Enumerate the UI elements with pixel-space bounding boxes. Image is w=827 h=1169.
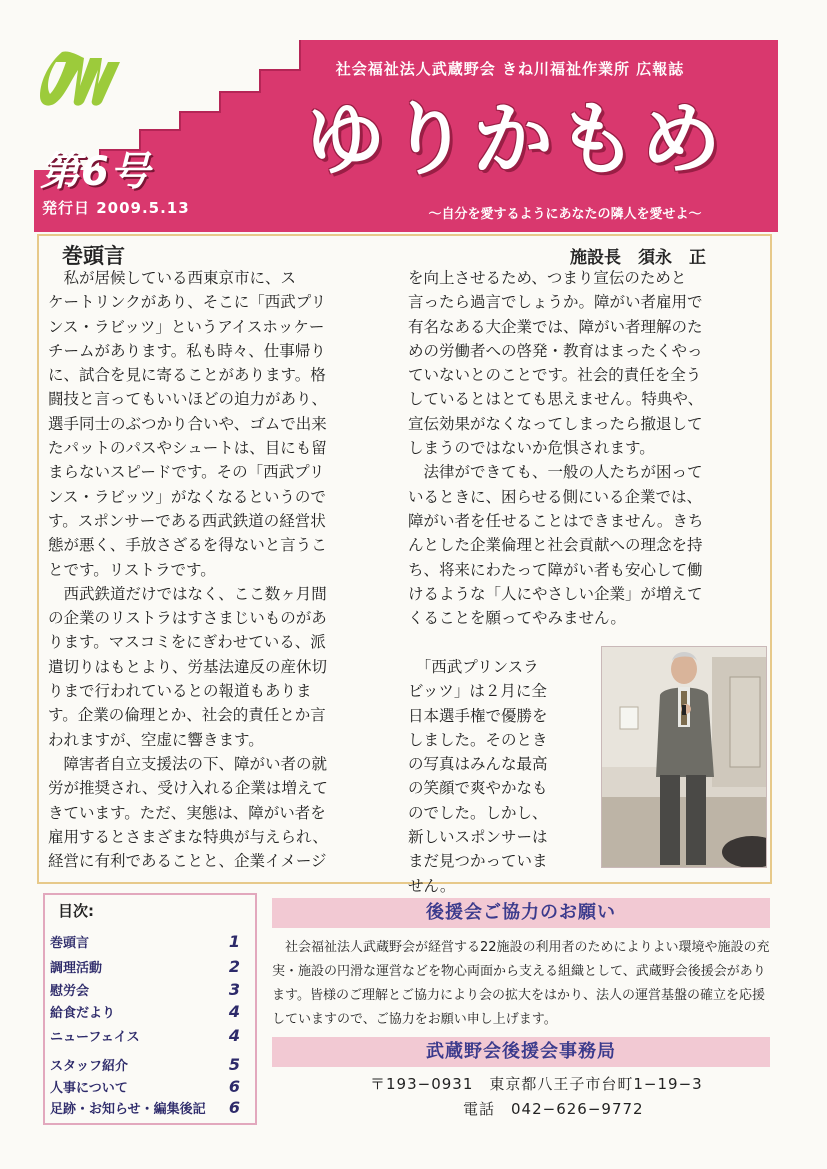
toc-item-label: 給食だより <box>50 1006 116 1021</box>
article-right-column: を向上させるため、つまり宣伝のためと 言ったら過言でしょうか。障がい者雇用で 有名なある大企業では、障がい者理解のた めの労働者への啓発・教育はまったくやっ ていないとのことです。社会的責任を全う しているとはとても思えません。特典や、 宣伝効果がなくなってしまったら撤退して しまうのではないか危惧されます。 法律ができても、一般の人たちが困って いるときに、困らせる側にいる企業では、 障がい者を任せることはできません。きち んとした企業倫理と社会貢献への理念を持 ち、将来にわたって障がい者も安心して働 けるような「人にやさしい企業」が増えて くることを願ってやみません。 <box>408 269 704 628</box>
office-address: 〒193−0931 東京都八王子市台町1−19−3 <box>370 1075 703 1093</box>
toc-heading: 目次: <box>58 902 94 920</box>
toc-item <box>50 1098 240 1117</box>
toc-item-page: 2 <box>228 957 240 976</box>
toc-item-label: 巻頭言 <box>50 936 90 951</box>
toc-item <box>50 1077 240 1096</box>
office-phone: 電話 042−626−9772 <box>463 1100 644 1118</box>
toc-item <box>50 1026 240 1045</box>
support-text: 社会福祉法人武蔵野会が経営する22施設の利用者のためによりよい環境や施設の充実・施設の円滑な運営などを物心両面から支える組織として、武蔵野会後援会があります。皆様のご理解とご協力により会の拡大をはかり、法人の運営基盤の確立を応援していますので、ご協力をお願い申し上げます。 <box>272 940 770 1027</box>
toc-item <box>50 932 240 951</box>
toc-item-label: スタッフ紹介 <box>50 1059 129 1074</box>
toc-item-label: 調理活動 <box>50 961 103 976</box>
toc-item-page: 5 <box>228 1055 240 1074</box>
toc-item-label: 足跡・お知らせ・編集後記 <box>50 1102 206 1117</box>
issue-number: 第6号 <box>40 149 151 195</box>
article-right-narrow-column: 「西武プリンスラ ビッツ」は２月に全 日本選手権で優勝を しました。そのとき の写真はみんな最高 の笑顔で爽やかなも のでした。しかし、 新しいスポンサーは まだ見つかっていま せん。 <box>408 658 548 895</box>
toc-item <box>50 1002 240 1021</box>
toc-item-page: 4 <box>228 1026 240 1045</box>
office-banner: 武蔵野会後援会事務局 <box>272 1037 770 1067</box>
article-author: 施設長 須永 正 <box>570 248 706 268</box>
toc-item-page: 4 <box>228 1002 240 1021</box>
toc-item <box>50 957 240 976</box>
toc-item <box>50 1055 240 1074</box>
toc-item-page: 3 <box>228 980 240 999</box>
toc-item-label: ニューフェイス <box>50 1030 140 1045</box>
support-banner: 後援会ご協力のお願い <box>272 898 770 928</box>
toc-item-page: 1 <box>228 932 240 951</box>
speaker-photo <box>601 646 767 868</box>
toc-item-page: 6 <box>228 1077 240 1096</box>
publication-date: 発行日 2009.5.13 <box>42 199 190 217</box>
toc-item <box>50 980 240 999</box>
toc-item-label: 慰労会 <box>50 984 90 999</box>
article-heading: 巻頭言 <box>62 244 125 268</box>
newsletter-title: ゆりかもめ <box>305 93 725 186</box>
newsletter-subtitle: 〜自分を愛するようにあなたの隣人を愛せよ〜 <box>428 207 702 222</box>
toc-item-label: 人事について <box>50 1081 128 1096</box>
organization-line: 社会福祉法人武蔵野会 きね川福祉作業所 広報誌 <box>335 60 685 78</box>
toc-item-page: 6 <box>228 1098 240 1117</box>
logo-icon <box>40 51 120 105</box>
article-left-column: 私が居候している西東京市に、ス ケートリンクがあり、そこに「西武プリ ンス・ラビッツ」というアイスホッケー チームがあります。私も時々、仕事帰り に、試合を見に寄ることがあります。格 闘技と言ってもいいほどの迫力があり、 選手同士のぶつかり合いや、ゴムで出来 たパットのパスやシュートは、目にも留 まらないスピードです。その「西武プリ ンス・ラビッツ」がなくなるというので す。スポンサーである西武鉄道の経営状 態が悪く、手放さざるを得ないと言うこ とです。リストラです。 西武鉄道だけではなく、ここ数ヶ月間 の企業のリストラはすさまじいものがあ ります。マスコミをにぎわせている、派 遣切りはもとより、労基法違反の産休切 りまで行われているとの報道もありま す。企業の倫理とか、社会的責任とか言 われますが、空虚に響きます。 障害者自立支援法の下、障がい者の就 労が推奨され、受け入れる企業は増えて きています。ただ、実態は、障がい者を 雇用するとさまざまな特典が与えられ、 経営に有利であることと、企業イメージ <box>48 269 328 871</box>
